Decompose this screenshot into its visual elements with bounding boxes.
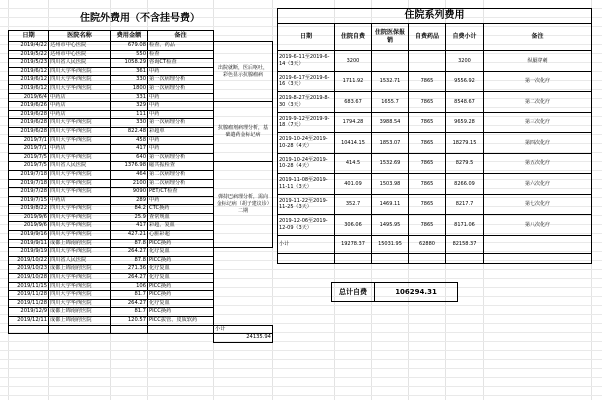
row-date[interactable]: 2019/6/12 — [9, 76, 49, 85]
row-note[interactable]: 化疗复血 — [148, 299, 214, 308]
empty-cell — [111, 334, 148, 343]
empty-cell[interactable] — [111, 325, 148, 334]
row-note[interactable]: PICC换药 — [148, 239, 214, 248]
row-note[interactable]: 第一次病理分析 — [148, 153, 214, 162]
row-date[interactable]: 2019/6/12 — [9, 84, 49, 93]
row-hospital[interactable]: 达州市中心医院 — [49, 42, 111, 51]
row-self-subtotal[interactable]: 3200 — [446, 51, 484, 72]
row-note[interactable]: 中药 — [148, 136, 214, 145]
row-note[interactable]: 第二次病理分析 — [148, 179, 214, 188]
row-amount[interactable]: 111 — [111, 110, 148, 119]
col-header-hospital[interactable]: 医院名称 — [49, 31, 111, 42]
side-note-empty — [214, 291, 273, 300]
row-amount[interactable]: 417 — [111, 145, 148, 154]
row-note[interactable]: 第一次病理分析 — [148, 84, 214, 93]
side-note-empty — [214, 308, 273, 317]
row-date[interactable]: 2019/11/28 — [9, 291, 49, 300]
row-self-subtotal[interactable]: 8171.06 — [446, 215, 484, 236]
row-remark[interactable]: 第四次化疗 — [484, 133, 592, 154]
row-amount[interactable]: 1800 — [111, 84, 148, 93]
row-amount[interactable]: 329 — [111, 102, 148, 111]
row-note[interactable]: 第一次病理分析 — [148, 76, 214, 85]
row-stay-date[interactable]: 2019-6-11至2019-6-14（3天） — [278, 51, 335, 72]
grand-total-row — [332, 283, 458, 302]
empty-cell — [49, 334, 111, 343]
row-remark[interactable]: 纵膈穿刺 — [484, 51, 592, 72]
row-self-subtotal[interactable]: 8548.67 — [446, 92, 484, 113]
row-hospital[interactable]: 四川大学华西医院 — [49, 282, 111, 291]
row-self-pay[interactable]: 401.09 — [335, 174, 372, 195]
col-header-date[interactable]: 日期 — [9, 31, 49, 42]
row-self-pay[interactable]: 306.06 — [335, 215, 372, 236]
row-date[interactable]: 2019/7/5 — [9, 153, 49, 162]
row-hospital[interactable]: 中药店 — [49, 93, 111, 102]
row-date[interactable]: 2019/11/28 — [9, 299, 49, 308]
row-date[interactable]: 2019/9/19 — [9, 248, 49, 257]
row-note[interactable]: PICC换药 — [148, 291, 214, 300]
row-date[interactable]: 2019/6/28 — [9, 110, 49, 119]
col-header-stay-date[interactable]: 日期 — [278, 24, 335, 51]
row-self-drug[interactable]: 7865 — [409, 174, 446, 195]
subtotal-self-subtotal[interactable]: 82158.37 — [446, 235, 484, 253]
row-date[interactable]: 2019/8/22 — [9, 205, 49, 214]
row-note[interactable]: PICC换药 — [148, 282, 214, 291]
row-amount[interactable]: 84.2 — [111, 205, 148, 214]
row-self-subtotal[interactable]: 9556.92 — [446, 71, 484, 92]
row-note[interactable]: 第一次病理分析 — [148, 119, 214, 128]
row-self-drug[interactable]: 7865 — [409, 153, 446, 174]
row-amount[interactable]: 25.9 — [111, 213, 148, 222]
row-remark[interactable]: 第一次化疗 — [484, 71, 592, 92]
empty-cell[interactable] — [409, 253, 446, 263]
row-date[interactable]: 2019/12/9 — [9, 308, 49, 317]
row-date[interactable]: 2019/10/23 — [9, 265, 49, 274]
side-note-empty — [214, 299, 273, 308]
row-hospital[interactable]: 成都上锦南府医院 — [49, 308, 111, 317]
row-amount[interactable]: 2100 — [111, 179, 148, 188]
row-hospital[interactable]: 四川省人民医院 — [49, 59, 111, 68]
row-date[interactable]: 2019/6/28 — [9, 119, 49, 128]
empty-cell[interactable] — [372, 253, 409, 263]
outpatient-row[interactable] — [9, 274, 273, 283]
row-hospital[interactable]: 四川大学华西医院 — [49, 170, 111, 179]
row-hospital[interactable]: 四川大学华西医院 — [49, 179, 111, 188]
row-amount[interactable]: 331 — [111, 93, 148, 102]
row-amount[interactable]: 679.08 — [111, 42, 148, 51]
empty-cell[interactable] — [484, 253, 592, 263]
row-note[interactable]: PICC换药 — [148, 256, 214, 265]
row-note[interactable]: 咨询CT检查 — [148, 59, 214, 68]
row-amount[interactable]: 120.57 — [111, 317, 148, 326]
row-hospital[interactable]: 四川大学华西医院 — [49, 274, 111, 283]
side-note[interactable]: 出院就断，医后呕吐，彩色显示抗腺瘤病 — [214, 42, 273, 102]
row-remark[interactable]: 第六次化疗 — [484, 174, 592, 195]
empty-cell[interactable] — [148, 325, 214, 334]
row-hospital[interactable]: 四川大学华西医院 — [49, 67, 111, 76]
row-amount[interactable]: 464 — [111, 170, 148, 179]
subtotal-self-pay[interactable]: 19278.37 — [335, 235, 372, 253]
row-amount[interactable]: 640 — [111, 153, 148, 162]
row-amount[interactable]: 264.27 — [111, 248, 148, 257]
subtotal-stay-date[interactable]: 小计 — [278, 235, 335, 253]
side-note-empty — [214, 248, 273, 257]
outpatient-row[interactable] — [9, 102, 273, 111]
row-hospital[interactable]: 四川大学华西医院 — [49, 188, 111, 197]
row-self-subtotal[interactable]: 8266.09 — [446, 174, 484, 195]
row-insurance[interactable] — [372, 51, 409, 72]
inpatient-row[interactable] — [278, 133, 592, 154]
outpatient-row[interactable] — [9, 162, 273, 171]
side-note-empty — [214, 265, 273, 274]
col-header-remark[interactable]: 备注 — [484, 24, 592, 51]
grand-total-table — [331, 282, 458, 302]
inpatient-row[interactable] — [278, 92, 592, 113]
row-hospital[interactable]: 四川大学华西医院 — [49, 205, 111, 214]
inpatient-title-row — [278, 9, 592, 24]
empty-cell — [148, 334, 214, 343]
inpatient-spacer-row — [278, 253, 592, 263]
row-remark[interactable]: 第五次化疗 — [484, 153, 592, 174]
inpatient-row[interactable] — [278, 112, 592, 133]
side-note[interactable]: 抗腺瘤剂病理分析，基础遣药金标记病 — [214, 102, 273, 162]
row-date[interactable]: 2019/11/15 — [9, 282, 49, 291]
row-self-pay[interactable]: 10414.15 — [335, 133, 372, 154]
row-note[interactable]: PICC拔管、皮质软药 — [148, 317, 214, 326]
side-note-empty — [214, 274, 273, 283]
outpatient-expense-table — [8, 30, 273, 343]
row-hospital[interactable]: 四川大学华西医院 — [49, 84, 111, 93]
row-amount[interactable]: 289 — [111, 196, 148, 205]
row-hospital[interactable]: 中药店 — [49, 145, 111, 154]
row-self-drug[interactable]: 7865 — [409, 112, 446, 133]
outpatient-header-row — [9, 31, 273, 42]
row-date[interactable]: 2019/6/12 — [9, 67, 49, 76]
row-hospital[interactable]: 四川省人民医院 — [49, 162, 111, 171]
row-insurance[interactable]: 1655.7 — [372, 92, 409, 113]
row-note[interactable]: PET/CT检查 — [148, 188, 214, 197]
outpatient-row[interactable] — [9, 256, 273, 265]
outpatient-row[interactable] — [9, 291, 273, 300]
inpatient-row[interactable] — [278, 194, 592, 215]
row-date[interactable]: 2019/7/15 — [9, 196, 49, 205]
row-hospital[interactable]: 四川省人民医院 — [49, 256, 111, 265]
row-hospital[interactable]: 四川大学华西医院 — [49, 222, 111, 231]
row-self-pay[interactable]: 352.7 — [335, 194, 372, 215]
row-stay-date[interactable]: 2019-11-08至2019-11-11（3天） — [278, 174, 335, 195]
row-note[interactable]: 化疗复血 — [148, 248, 214, 257]
col-header-self-drug[interactable]: 自费药品 — [409, 24, 446, 51]
row-note[interactable]: 中药 — [148, 110, 214, 119]
row-self-drug[interactable]: 7865 — [409, 92, 446, 113]
empty-cell — [9, 334, 49, 343]
row-stay-date[interactable]: 2019-8-27至2019-8-30（3天） — [278, 92, 335, 113]
row-date[interactable]: 2019/10/22 — [9, 256, 49, 265]
row-note[interactable]: 化疗复血 — [148, 274, 214, 283]
row-note[interactable]: 检查、药品 — [148, 42, 214, 51]
outpatient-row[interactable] — [9, 308, 273, 317]
inpatient-row[interactable] — [278, 174, 592, 195]
row-insurance[interactable]: 1469.11 — [372, 194, 409, 215]
row-amount[interactable]: 1376.98 — [111, 162, 148, 171]
row-hospital[interactable]: 中药店 — [49, 196, 111, 205]
row-note[interactable]: 彩超、复血 — [148, 222, 214, 231]
outpatient-row[interactable] — [9, 317, 273, 326]
row-remark[interactable]: 第七次化疗 — [484, 194, 592, 215]
empty-cell[interactable] — [278, 253, 335, 263]
row-date[interactable]: 2019/9/6 — [9, 222, 49, 231]
row-note[interactable]: 第二次病理分析 — [148, 170, 214, 179]
row-amount[interactable]: 458 — [111, 136, 148, 145]
empty-cell[interactable] — [9, 325, 49, 334]
row-amount[interactable]: 330 — [111, 76, 148, 85]
side-note-header-spacer — [214, 31, 273, 42]
row-hospital[interactable]: 四川大学华西医院 — [49, 119, 111, 128]
row-amount[interactable]: 264.27 — [111, 274, 148, 283]
row-hospital[interactable]: 成都上锦南府医院 — [49, 317, 111, 326]
empty-cell[interactable] — [335, 253, 372, 263]
row-stay-date[interactable]: 2019-11-22至2019-11-25（3天） — [278, 194, 335, 215]
row-date[interactable]: 2019/4/22 — [9, 42, 49, 51]
col-header-self-pay[interactable]: 住院自费 — [335, 24, 372, 51]
row-date[interactable]: 2019/7/5 — [9, 162, 49, 171]
left-table-title: 住院外费用（不含挂号费） — [80, 13, 200, 24]
gridline-horizontal — [0, 386, 602, 387]
row-note[interactable]: 化疗复血 — [148, 265, 214, 274]
row-insurance[interactable]: 1532.71 — [372, 71, 409, 92]
row-self-pay[interactable]: 3200 — [335, 51, 372, 72]
row-note[interactable]: 中药 — [148, 145, 214, 154]
empty-cell[interactable] — [446, 253, 484, 263]
row-stay-date[interactable]: 2019-10-24至2019-10-28（4天） — [278, 153, 335, 174]
side-note[interactable]: 弹持巴病理分析，需向金标记病（胡子建议诊）二期 — [214, 162, 273, 248]
row-stay-date[interactable]: 2019-6-17至2019-6-16（3天） — [278, 71, 335, 92]
row-self-drug[interactable]: 7865 — [409, 194, 446, 215]
row-hospital[interactable]: 中药店 — [49, 110, 111, 119]
inpatient-title-cell[interactable]: 住院系列费用 — [278, 9, 592, 24]
row-note[interactable]: 心脏彩超 — [148, 231, 214, 240]
gridline-horizontal — [0, 350, 602, 351]
row-note[interactable]: 中药 — [148, 93, 214, 102]
row-date[interactable]: 2019/5/23 — [9, 59, 49, 68]
row-date[interactable]: 2019/5/22 — [9, 50, 49, 59]
row-self-drug[interactable] — [409, 51, 446, 72]
grand-total-label[interactable]: 总计自费 — [332, 283, 375, 302]
row-date[interactable]: 2019/9/16 — [9, 231, 49, 240]
row-self-pay[interactable]: 414.5 — [335, 153, 372, 174]
row-amount[interactable]: 417 — [111, 222, 148, 231]
row-self-subtotal[interactable]: 18279.15 — [446, 133, 484, 154]
row-self-subtotal[interactable]: 9659.28 — [446, 112, 484, 133]
inpatient-row[interactable] — [278, 215, 592, 236]
row-self-pay[interactable]: 683.67 — [335, 92, 372, 113]
side-note-empty — [214, 256, 273, 265]
row-note[interactable]: 中药 — [148, 196, 214, 205]
row-self-subtotal[interactable]: 8217.7 — [446, 194, 484, 215]
inpatient-subtotal-row — [278, 235, 592, 253]
inpatient-row[interactable] — [278, 51, 592, 72]
subtotal-insurance[interactable]: 15031.95 — [372, 235, 409, 253]
row-amount[interactable]: 550 — [111, 50, 148, 59]
inpatient-header-row — [278, 24, 592, 51]
row-insurance[interactable]: 1495.95 — [372, 215, 409, 236]
row-amount[interactable]: 1058.29 — [111, 59, 148, 68]
row-amount[interactable]: 81.7 — [111, 308, 148, 317]
row-remark[interactable]: 第二次化疗 — [484, 92, 592, 113]
row-date[interactable]: 2019/7/1 — [9, 136, 49, 145]
outpatient-subtotal-value[interactable]: 24135.94 — [214, 334, 273, 343]
row-stay-date[interactable]: 2019-12-06至2019-12-09（3天） — [278, 215, 335, 236]
row-hospital[interactable]: 中药店 — [49, 102, 111, 111]
row-note[interactable]: 磁共振检查 — [148, 162, 214, 171]
row-hospital[interactable]: 四川大学华西医院 — [49, 76, 111, 85]
row-note[interactable]: PICC换药 — [148, 308, 214, 317]
row-self-drug[interactable]: 7865 — [409, 71, 446, 92]
row-date[interactable]: 2019/6/4 — [9, 93, 49, 102]
row-self-drug[interactable]: 7865 — [409, 215, 446, 236]
outpatient-subtotal-value-row — [9, 334, 273, 343]
row-amount[interactable]: 87.8 — [111, 239, 148, 248]
row-self-pay[interactable]: 1711.92 — [335, 71, 372, 92]
outpatient-row[interactable] — [9, 248, 273, 257]
row-date[interactable]: 2019/7/18 — [9, 179, 49, 188]
row-date[interactable]: 2019/7/18 — [9, 170, 49, 179]
row-amount[interactable]: 271.36 — [111, 265, 148, 274]
inpatient-row[interactable] — [278, 153, 592, 174]
side-note-empty — [214, 317, 273, 326]
row-hospital[interactable]: 四川大学华西医院 — [49, 299, 111, 308]
row-date[interactable]: 2019/6/26 — [9, 102, 49, 111]
row-hospital[interactable]: 四川大学华西医院 — [49, 231, 111, 240]
row-date[interactable]: 2019/7/1 — [9, 145, 49, 154]
row-insurance[interactable]: 3988.54 — [372, 112, 409, 133]
row-amount[interactable]: 822.48 — [111, 127, 148, 136]
outpatient-subtotal-label[interactable]: 小计 — [214, 325, 273, 334]
row-insurance[interactable]: 1503.98 — [372, 174, 409, 195]
row-date[interactable]: 2019/9/6 — [9, 213, 49, 222]
empty-cell[interactable] — [49, 325, 111, 334]
row-date[interactable]: 2019/6/28 — [9, 127, 49, 136]
row-note[interactable]: 中药 — [148, 67, 214, 76]
row-hospital[interactable]: 四川大学华西医院 — [49, 291, 111, 300]
row-amount[interactable]: 361 — [111, 67, 148, 76]
row-hospital[interactable]: 成都上锦南府医院 — [49, 239, 111, 248]
row-hospital[interactable]: 达州市中心医院 — [49, 50, 111, 59]
row-self-drug[interactable]: 7865 — [409, 133, 446, 154]
row-amount[interactable]: 330 — [111, 119, 148, 128]
row-hospital[interactable]: 四川大学华西医院 — [49, 136, 111, 145]
row-note[interactable]: 彩超单 — [148, 127, 214, 136]
row-remark[interactable]: 第八次化疗 — [484, 215, 592, 236]
outpatient-row[interactable] — [9, 299, 273, 308]
row-note[interactable]: 中药 — [148, 102, 214, 111]
outpatient-row[interactable] — [9, 42, 273, 51]
row-remark[interactable]: 第三次化疗 — [484, 112, 592, 133]
row-insurance[interactable]: 1532.69 — [372, 153, 409, 174]
row-date[interactable]: 2019/10/28 — [9, 274, 49, 283]
row-note[interactable]: 检查 — [148, 50, 214, 59]
gridline-horizontal — [0, 395, 602, 396]
row-hospital[interactable]: 成都上锦南府医院 — [49, 265, 111, 274]
outpatient-row[interactable] — [9, 282, 273, 291]
col-header-self-subtotal[interactable]: 自费小计 — [446, 24, 484, 51]
row-self-pay[interactable]: 1794.28 — [335, 112, 372, 133]
inpatient-expense-table — [277, 8, 592, 264]
col-header-note[interactable]: 备注 — [148, 31, 214, 42]
gridline-horizontal — [0, 368, 602, 369]
subtotal-remark[interactable] — [484, 235, 592, 253]
row-amount[interactable]: 9090 — [111, 188, 148, 197]
gridline-horizontal — [0, 377, 602, 378]
row-date[interactable]: 2019/7/28 — [9, 188, 49, 197]
col-header-insurance[interactable]: 住院医保报销 — [372, 24, 409, 51]
outpatient-subtotal-label-row — [9, 325, 273, 334]
row-self-subtotal[interactable]: 8279.5 — [446, 153, 484, 174]
gridline-horizontal — [0, 359, 602, 360]
row-insurance[interactable]: 1853.07 — [372, 133, 409, 154]
row-stay-date[interactable]: 2019-10-24至2019-10-28（4天） — [278, 133, 335, 154]
row-amount[interactable]: 87.8 — [111, 256, 148, 265]
col-header-amount[interactable]: 费用金额 — [111, 31, 148, 42]
row-hospital[interactable]: 四川大学华西医院 — [49, 248, 111, 257]
row-date[interactable]: 2019/9/11 — [9, 239, 49, 248]
side-note-empty — [214, 282, 273, 291]
inpatient-row[interactable] — [278, 71, 592, 92]
outpatient-row[interactable] — [9, 265, 273, 274]
row-amount[interactable]: 427.21 — [111, 231, 148, 240]
row-stay-date[interactable]: 2019-9-12至2019-9-18（7天） — [278, 112, 335, 133]
row-date[interactable]: 2019/12/11 — [9, 317, 49, 326]
row-amount[interactable]: 264.27 — [111, 299, 148, 308]
row-hospital[interactable]: 四川大学华西医院 — [49, 153, 111, 162]
row-amount[interactable]: 81.7 — [111, 291, 148, 300]
row-hospital[interactable]: 四川大学华西医院 — [49, 127, 111, 136]
row-note[interactable]: 查常规血 — [148, 213, 214, 222]
grand-total-value[interactable]: 106294.31 — [375, 283, 458, 302]
subtotal-self-drug[interactable]: 62880 — [409, 235, 446, 253]
row-note[interactable]: CTC换药 — [148, 205, 214, 214]
row-amount[interactable]: 106 — [111, 282, 148, 291]
row-hospital[interactable]: 四川大学华西医院 — [49, 213, 111, 222]
